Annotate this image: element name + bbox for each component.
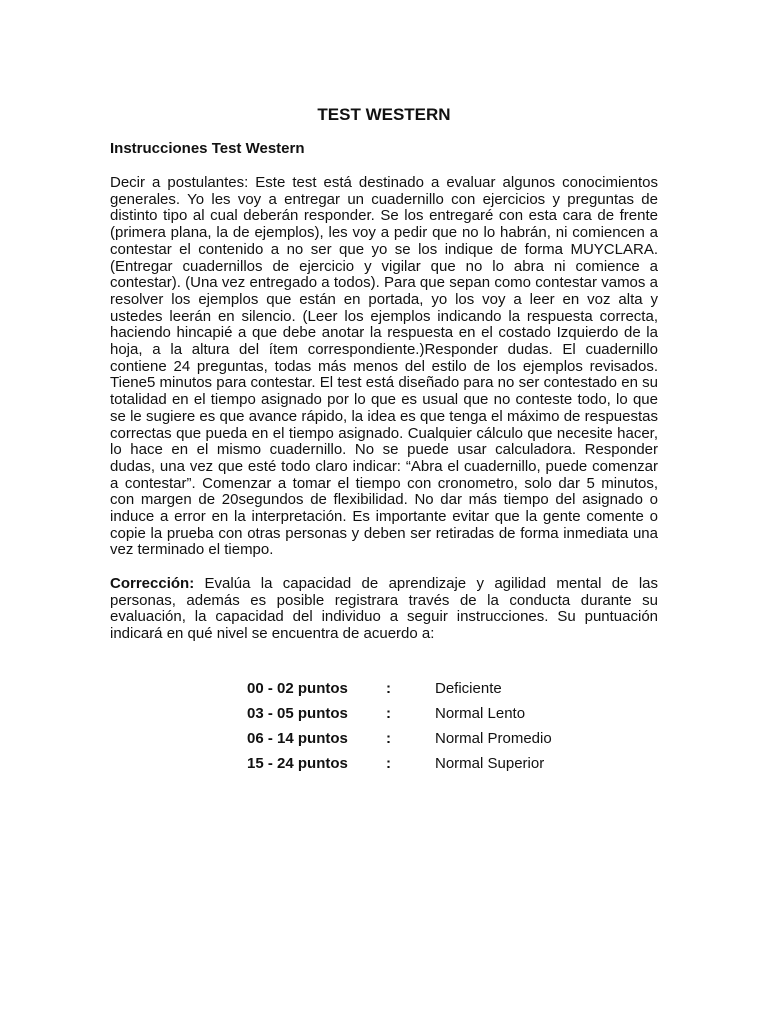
score-separator: : [386,730,391,747]
score-table [247,676,595,776]
correction-text: Evalúa la capacidad de aprendizaje y agilidad mental de las personas, además es posible registrara través de la conducta durante su evaluación, la capacidad del individuo a seguir instrucciones. Su puntuación indicará en qué nivel se encuentra de acuerdo a: [110,575,658,643]
score-row [247,726,595,751]
score-separator: : [386,705,391,722]
score-separator: : [386,755,391,772]
score-range: 06 - 14 puntos [247,730,348,747]
score-row [247,701,595,726]
score-range: 00 - 02 puntos [247,680,348,697]
score-row [247,751,595,776]
score-level: Normal Superior [435,755,545,772]
score-level: Normal Lento [435,705,526,722]
document-title: TEST WESTERN [317,105,451,124]
score-range: 03 - 05 puntos [247,705,348,722]
correction-paragraph [110,576,658,643]
instructions-paragraph: Decir a postulantes: Este test está destinado a evaluar algunos conocimientos generales. Yo les voy a entregar un cuadernillo con ejercicios y preguntas de distinto tipo al cual deberán responder. Se los entregaré con esta cara de frente (primera plana, la de ejemplos), les voy a pedir que no lo habrán, ni comiencen a contestar el contenido a no ser que yo se los indique de forma MUYCLARA. (Entregar cuadernillos de ejercicio y vigilar que no lo abra ni comience a contestar). (Una vez entregado a todos). Para que sepan como contestar vamos a resolver los ejemplos que están en portada, yo los voy a leer en voz alta y ustedes leerán en silencio. (Leer los ejemplos indicando la respuesta correcta, haciendo hincapié a que debe anotar la respuesta en el costado Izquierdo de la hoja, a la altura del ítem correspondiente.)Responder dudas. El cuadernillo contiene 24 preguntas, todas más menos del estilo de los ejemplos revisados. Tiene5 minutos para contestar. El test está diseñado para no ser contestado en su totalidad en el tiempo asignado por lo que es usual que no conteste todo, lo que se le sugiere es que avance rápido, la idea es que tenga el máximo de respuestas correctas que pueda en el tiempo asignado. Cualquier cálculo que necesite hacer, lo hace en el mismo cuadernillo. No se puede usar calculadora. Responder dudas, una vez que esté todo claro indicar: “Abra el cuadernillo, puede comenzar a contestar”. Comenzar a tomar el tiempo con cronometro, solo dar 5 minutos, con margen de 20segundos de flexibilidad. No dar más tiempo del asignado o induce a error en la interpretación. Es importante evitar que la gente comente o copie la prueba con otras personas y deben ser retiradas de forma inmediata una vez terminado el tiempo. [110,174,658,559]
score-row [247,676,595,701]
score-level: Deficiente [435,680,502,697]
score-level: Normal Promedio [435,730,552,747]
score-range: 15 - 24 puntos [247,755,348,772]
instructions-heading: Instrucciones Test Western [110,140,305,157]
score-separator: : [386,680,391,697]
correction-label: Corrección: [110,575,195,592]
